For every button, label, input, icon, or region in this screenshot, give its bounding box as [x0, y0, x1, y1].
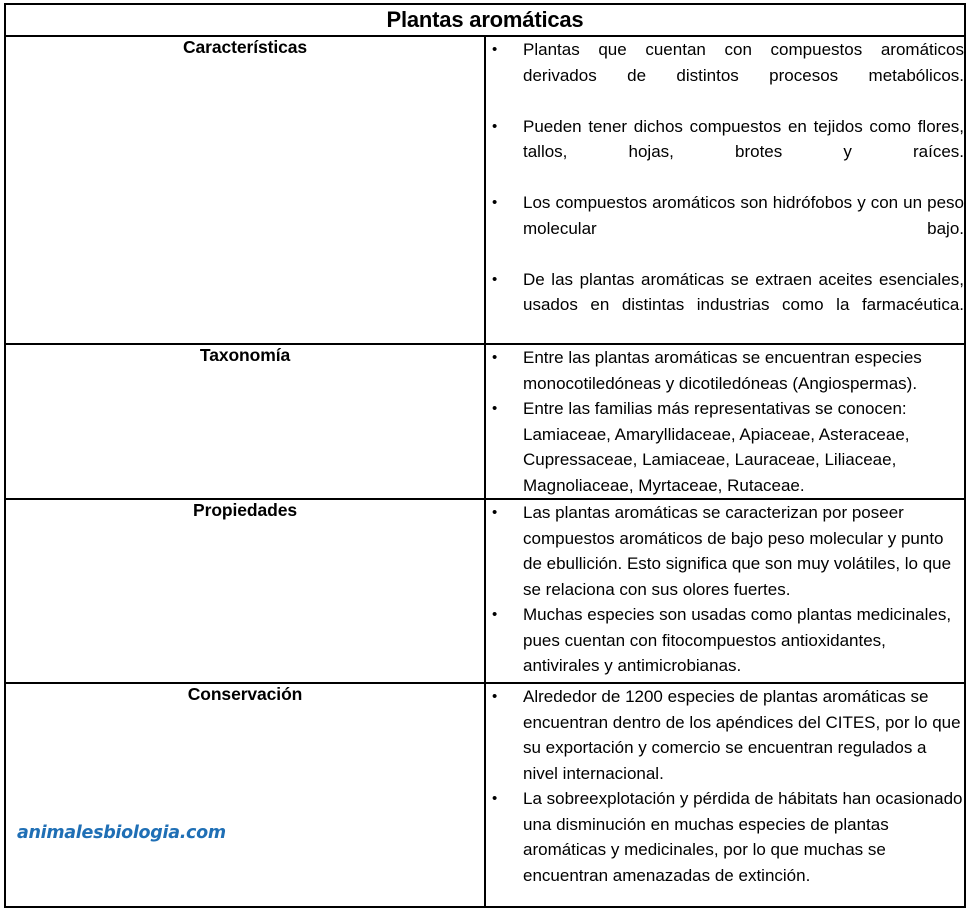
list-item	[486, 396, 964, 498]
list-item	[486, 684, 964, 786]
bullet-icon: •	[492, 400, 498, 417]
bullet-icon: •	[492, 349, 498, 366]
list-item-text: Las plantas aromáticas se caracterizan por poseer compuestos aromáticos de bajo peso molecular y punto de ebullición. Esto significa que son muy volátiles, lo que se relaciona con sus olores fuertes.	[523, 503, 952, 599]
row-content-conservacion	[485, 683, 965, 907]
row-label-conservacion	[5, 683, 485, 907]
bullet-list	[486, 37, 964, 343]
list-item-text: Los compuestos aromáticos son hidrófobos y con un peso molecular bajo.	[523, 193, 964, 238]
bullet-icon: •	[492, 504, 498, 521]
list-item	[486, 602, 964, 679]
bullet-icon: •	[492, 688, 498, 705]
table-row	[5, 344, 965, 499]
list-item	[486, 345, 964, 396]
row-content-taxonomia	[485, 344, 965, 499]
site-watermark: animalesbiologia.com	[17, 823, 226, 843]
row-label-caracteristicas	[5, 36, 485, 344]
table-header-row	[5, 4, 965, 36]
row-label-text: Propiedades	[193, 500, 297, 520]
row-label-taxonomia	[5, 344, 485, 499]
row-content-propiedades	[485, 499, 965, 683]
bullet-icon: •	[492, 41, 498, 58]
bullet-icon: •	[492, 606, 498, 623]
list-item	[486, 190, 964, 267]
list-item-text: De las plantas aromáticas se extraen aceites esenciales, usados en distintas industrias como la farmacéutica.	[523, 269, 964, 314]
list-item	[486, 267, 964, 344]
bullet-list	[486, 500, 964, 679]
row-content-caracteristicas	[485, 36, 965, 344]
list-item	[486, 500, 964, 602]
bullet-list	[486, 345, 964, 498]
aromatic-plants-table	[4, 3, 966, 908]
bullet-icon: •	[492, 117, 498, 135]
table-row	[5, 683, 965, 907]
list-item-text: Muchas especies son usadas como plantas medicinales, pues cuentan con fitocompuestos antioxidantes, antivirales y antimicrobianas.	[523, 605, 952, 675]
list-item-text: Pueden tener dichos compuestos en tejidos como flores, tallos, hojas, brotes y raíces.	[523, 116, 964, 161]
bullet-icon: •	[492, 194, 498, 211]
list-item	[486, 786, 964, 888]
bullet-list	[486, 684, 964, 888]
list-item-text: Plantas que cuentan con compuestos aromáticos derivados de distintos procesos metabólicos.	[523, 40, 964, 85]
list-item-text: Entre las plantas aromáticas se encuentran especies monocotiledóneas y dicotiledóneas (Angiospermas).	[523, 348, 922, 393]
bullet-icon: •	[492, 790, 498, 807]
row-label-propiedades	[5, 499, 485, 683]
list-item	[486, 37, 964, 114]
row-label-text: Características	[183, 37, 307, 57]
bullet-icon: •	[492, 270, 498, 288]
list-item-text: Alrededor de 1200 especies de plantas aromáticas se encuentran dentro de los apéndices del CITES, por lo que su exportación y comercio se encuentran regulados a nivel internacional.	[523, 687, 961, 783]
list-item	[486, 114, 964, 191]
page-title: Plantas aromáticas	[5, 4, 965, 36]
table-row	[5, 499, 965, 683]
row-label-text: Conservación	[187, 684, 303, 704]
table-row	[5, 36, 965, 344]
table-container	[0, 3, 976, 885]
list-item-text: Entre las familias más representativas se conocen: Lamiaceae, Amaryllidaceae, Apiaceae, Asteraceae, Cupressaceae, Lamiaceae, Lauraceae, Liliaceae, Magnoliaceae, Myrtaceae, Rutaceae.	[523, 399, 910, 495]
row-label-text: Taxonomía	[199, 345, 291, 365]
list-item-text: La sobreexplotación y pérdida de hábitats han ocasionado una disminución en muchas especies de plantas aromáticas y medicinales, por lo que muchas se encuentran amenazadas de extinción.	[523, 789, 963, 885]
